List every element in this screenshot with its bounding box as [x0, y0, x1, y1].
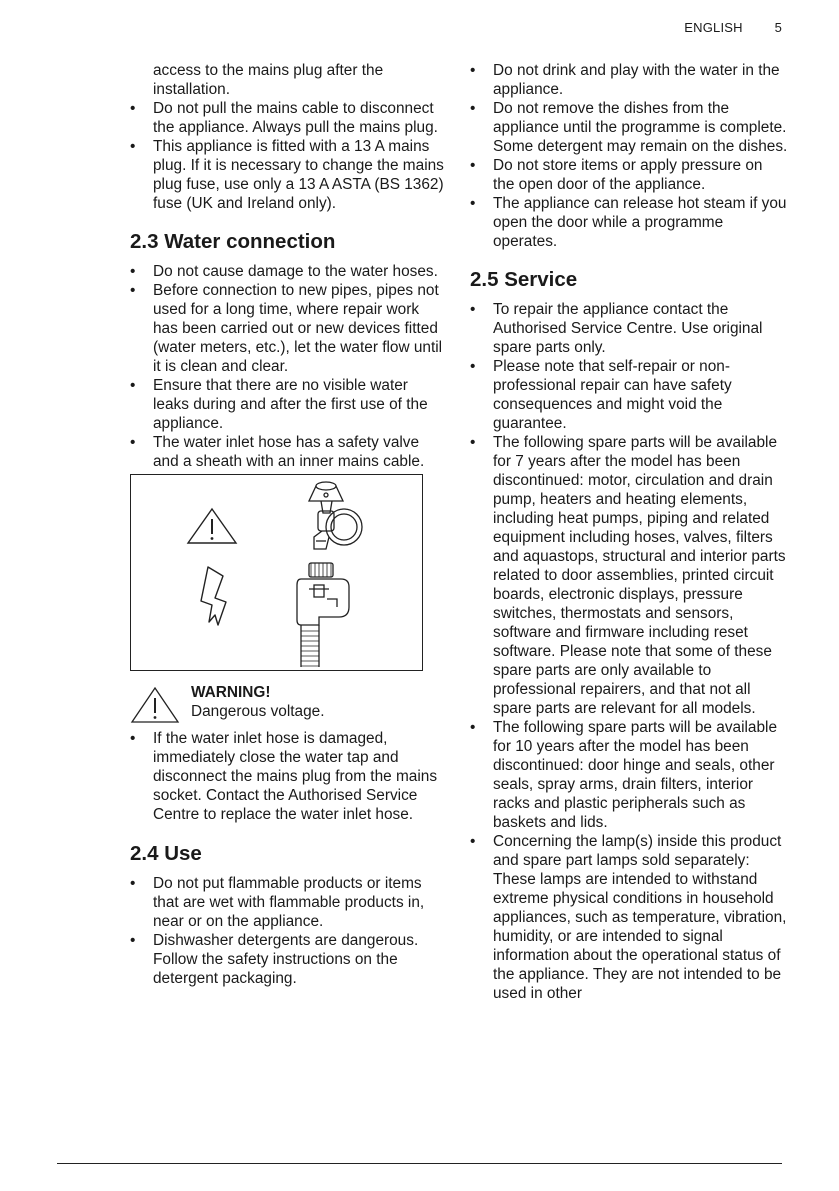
footer-rule [57, 1163, 782, 1164]
list-item: • Dishwasher detergents are dangerous. Follow the safety instructions on the detergent packaging. [130, 931, 445, 988]
list-item: • This appliance is fitted with a 13 A mains plug. If it is necessary to change the mains plug fuse, use only a 13 A ASTA (BS 1362) fuse (UK and Ireland only). [130, 137, 445, 213]
list-item: • If the water inlet hose is damaged, immediately close the water tap and disconnect the mains plug from the mains socket. Contact the Authorised Service Centre to replace the water inlet hose. [130, 729, 445, 824]
list-item: • Do not drink and play with the water in the appliance. [470, 61, 788, 99]
list-item: • The following spare parts will be available for 10 years after the model has been discontinued: door hinge and seals, other seals, spray arms, drain filters, interior racks and plastic peripherals such as baskets and lids. [470, 718, 788, 832]
after-warning-list [130, 729, 445, 824]
section-heading-service: 2.5 Service [470, 268, 578, 291]
list-item: • To repair the appliance contact the Authorised Service Centre. Use original spare parts only. [470, 300, 788, 357]
list-item: access to the mains plug after the installation. [153, 62, 384, 98]
header-language: ENGLISH [684, 20, 743, 35]
intro-list-left [130, 61, 445, 213]
hose-illustration [131, 475, 424, 672]
section-heading-water-connection: 2.3 Water connection [130, 230, 336, 253]
warning-triangle-icon [188, 509, 236, 543]
list-item: • Please note that self-repair or non-professional repair can have safety consequences and might void the guarantee. [470, 357, 788, 433]
water-tap-icon [309, 482, 362, 549]
left-column [130, 61, 445, 988]
list-item: • The appliance can release hot steam if you open the door while a programme operates. [470, 194, 788, 251]
list-item: • The water inlet hose has a safety valve and a sheath with an inner mains cable. [130, 433, 445, 471]
list-item: • Do not remove the dishes from the appliance until the programme is complete. Some detergent may remain on the dishes. [470, 99, 788, 156]
warning-title: WARNING! [191, 684, 271, 701]
water-inlet-hose-figure [130, 474, 423, 671]
list-item: • Do not cause damage to the water hoses. [130, 262, 445, 281]
list-item: • Ensure that there are no visible water leaks during and after the first use of the appliance. [130, 376, 445, 433]
list-item: • Do not put flammable products or items that are wet with flammable products in, near or on the appliance. [130, 874, 445, 931]
page-number: 5 [774, 20, 782, 35]
warning-notice [130, 683, 445, 723]
water-connection-list [130, 262, 445, 471]
list-item: • Concerning the lamp(s) inside this product and spare part lamps sold separately: These lamps are intended to withstand extreme physical conditions in household appliances, such as temperature, vibration, humidity, or are intended to signal information about the operational status of the appliance. They are not intended to be used in other [470, 832, 788, 1003]
warning-text: Dangerous voltage. [191, 703, 325, 720]
list-item: • The following spare parts will be available for 7 years after the model has been discontinued: motor, circulation and drain pump, heaters and heating elements, including heat pumps, piping and related equipment including hoses, valves, filters and aquastops, structural and interior parts related to door assemblies, printed circuit boards, electronic displays, pressure switches, thermostats and sensors, software and firmware including reset software. Please note that some of these spare parts are only available to professional repairers, and that not all spare parts are relevant for all models. [470, 433, 788, 718]
use-list [130, 874, 445, 988]
list-item: • Do not store items or apply pressure on the open door of the appliance. [470, 156, 788, 194]
section-heading-use: 2.4 Use [130, 842, 202, 865]
warning-icon [130, 687, 180, 723]
list-item: • Do not pull the mains cable to disconnect the appliance. Always pull the mains plug. [130, 99, 445, 137]
inlet-hose-valve-icon [297, 563, 349, 667]
lightning-bolt-icon [201, 567, 226, 625]
page-header [684, 20, 782, 35]
service-list [470, 300, 788, 1003]
list-item: • Before connection to new pipes, pipes not used for a long time, where repair work has been carried out or new devices fitted (water meters, etc.), let the water flow until it is clean and clear. [130, 281, 445, 376]
intro-list-right [470, 61, 788, 251]
right-column [470, 61, 788, 1003]
